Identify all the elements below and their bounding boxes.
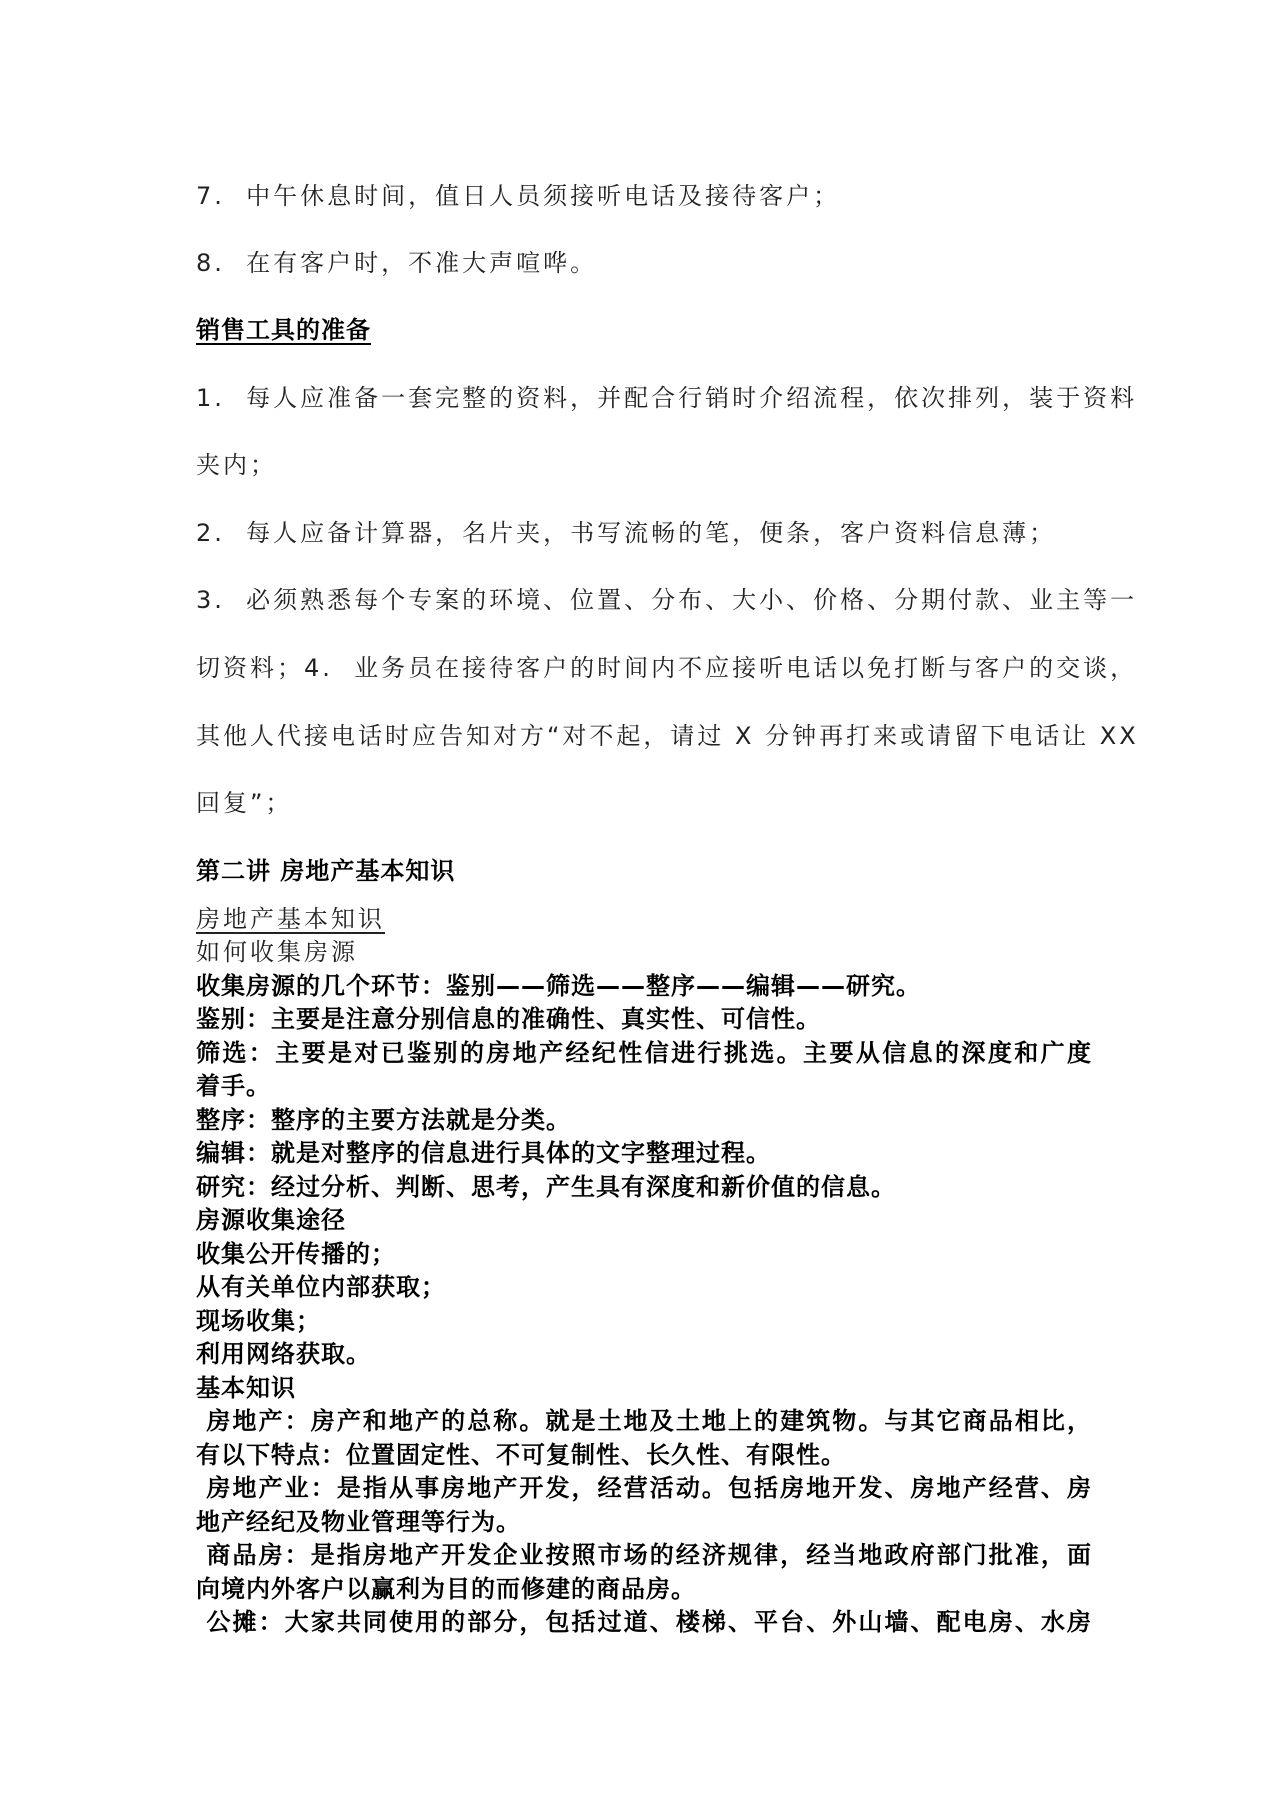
text-line: 向境内外客户以赢利为目的而修建的商品房。 xyxy=(196,1575,696,1603)
text-line: 房地产业：是指从事房地产开发，经营活动。包括房地开发、房地产经营、房 xyxy=(196,1474,1092,1502)
tool-item-3-cont: 切资料；4. 业务员在接待客户的时间内不应接听电话以免打断与客户的交谈， xyxy=(196,654,1138,682)
subheading-basics: 房地产基本知识 xyxy=(196,905,385,933)
subheading-collect: 如何收集房源 xyxy=(196,938,358,966)
rule-item-8: 8. 在有客户时，不准大声喧哗。 xyxy=(196,249,598,277)
section-heading-sales-tools: 销售工具的准备 xyxy=(196,316,371,344)
text-line: 利用网络获取。 xyxy=(196,1340,371,1368)
text-line: 编辑：就是对整序的信息进行具体的文字整理过程。 xyxy=(196,1139,771,1167)
text-line: 整序：整序的主要方法就是分类。 xyxy=(196,1106,571,1134)
text-line: 研究：经过分析、判断、思考，产生具有深度和新价值的信息。 xyxy=(196,1173,896,1201)
text-line: 着手。 xyxy=(196,1072,271,1100)
text-line: 现场收集； xyxy=(196,1307,321,1335)
text-line: 收集公开传播的； xyxy=(196,1240,396,1268)
text-line: 房源收集途径 xyxy=(196,1206,346,1234)
text-line: 商品房：是指房地产开发企业按照市场的经济规律，经当地政府部门批准，面 xyxy=(196,1541,1092,1569)
tool-item-4-end: 回复”； xyxy=(196,789,293,817)
text-line: 筛选：主要是对已鉴别的房地产经纪性信进行挑选。主要从信息的深度和广度 xyxy=(196,1039,1092,1067)
tool-item-1-cont: 夹内； xyxy=(196,451,277,479)
tool-item-2: 2. 每人应备计算器，名片夹，书写流畅的笔，便条，客户资料信息薄； xyxy=(196,519,1057,547)
text-line: 房地产：房产和地产的总称。就是土地及土地上的建筑物。与其它商品相比， xyxy=(196,1407,1092,1435)
rule-item-7: 7. 中午休息时间，值日人员须接听电话及接待客户； xyxy=(196,182,841,210)
text-line: 从有关单位内部获取； xyxy=(196,1273,446,1301)
tool-item-3: 3. 必须熟悉每个专案的环境、位置、分布、大小、价格、分期付款、业主等一 xyxy=(196,586,1138,614)
text-line: 有以下特点：位置固定性、不可复制性、长久性、有限性。 xyxy=(196,1441,846,1469)
tool-item-1: 1. 每人应准备一套完整的资料，并配合行销时介绍流程，依次排列，装于资料 xyxy=(196,384,1138,412)
text-line: 公摊：大家共同使用的部分，包括过道、楼梯、平台、外山墙、配电房、水房 xyxy=(196,1608,1092,1636)
lecture-heading: 第二讲 房地产基本知识 xyxy=(196,857,456,885)
text-line: 鉴别：主要是注意分别信息的准确性、真实性、可信性。 xyxy=(196,1005,821,1033)
text-line: 收集房源的几个环节：鉴别——筛选——整序——编辑——研究。 xyxy=(196,972,921,1000)
text-line: 地产经纪及物业管理等行为。 xyxy=(196,1508,521,1536)
text-line: 基本知识 xyxy=(196,1374,296,1402)
tool-item-4-cont: 其他人代接电话时应告知对方“对不起，请过 X 分钟再打来或请留下电话让 XX xyxy=(196,722,1139,750)
